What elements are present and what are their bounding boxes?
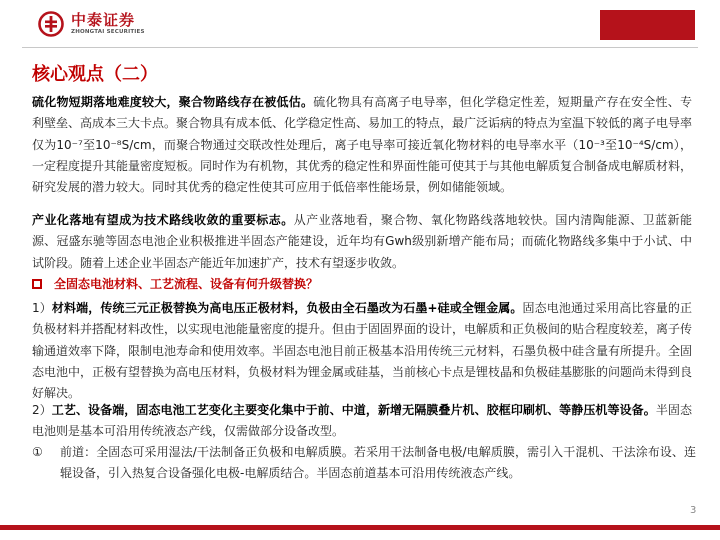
paragraph-lead: 材料端，传统三元正极替换为高电压正极材料，负极由全石墨改为石墨+硅或全锂金属。 [51, 301, 523, 315]
footer-bar [0, 525, 720, 530]
logo-mark-icon [38, 11, 64, 37]
paragraph-front-end [32, 442, 696, 485]
paragraph-lead: 产业化落地有望成为技术路线收敛的重要标志。 [32, 213, 294, 227]
paragraph-sulfide-polymer [32, 92, 692, 198]
company-logo [38, 11, 145, 37]
list-number: ① [32, 445, 43, 459]
list-prefix: 2） [32, 403, 52, 417]
square-bullet-icon [32, 279, 42, 289]
company-name-en: ZHONGTAI SECURITIES [71, 29, 145, 35]
paragraph-materials [32, 298, 692, 404]
paragraph-body: 前道：全固态可采用湿法/干法制备正负极和电解质膜。若采用干法制备电极/电解质膜，需引入干混机、干法涂布设、连辊设备，引入热复合设备强化电极-电解质结合。半固态前道基本可沿用传统液态产线。 [60, 445, 696, 481]
paragraph-body: 半固态电池则是基本可沿用传统液态产线，仅需做部分设备改型。 [32, 403, 692, 439]
header-accent-block [600, 10, 695, 40]
header-divider [22, 47, 698, 48]
header [0, 0, 720, 50]
list-prefix: 1） [32, 301, 52, 315]
page-number: 3 [690, 505, 697, 516]
paragraph-lead: 硫化物短期落地难度较大，聚合物路线存在被低估。 [32, 95, 314, 109]
company-name-cn: 中泰证券 [71, 11, 136, 29]
section-heading-text: 全固态电池材料、工艺流程、设备有何升级替换？ [54, 277, 319, 291]
paragraph-lead: 工艺、设备端，固态电池工艺变化主要变化集中于前、中道，新增无隔膜叠片机、胶框印刷机、等静压机等设备。 [51, 403, 656, 417]
section-heading [32, 275, 318, 293]
paragraph-body: 硫化物具有高离子电导率，但化学稳定性差，短期量产存在安全性、专利壁垒、高成本三大卡点。聚合物具有成本低、化学稳定性高、易加工的特点，最广泛诟病的特点为室温下较低的离子电导率仅为10⁻⁷至10⁻⁸S/cm，而聚合物通过交联改性处理后，离子电导率可接近氧化物材料的电导率水平（10⁻³至10⁻⁴S/cm），一定程度提升其能量密度短板。同时作为有机物，其优秀的稳定性和界面性能可使其于与其他电解质复合制备成电解质材料，研究发展的潜力较大。同时其优秀的稳定性使其可应用于低倍率性能场景，例如储能领域。 [32, 95, 693, 195]
page-title: 核心观点（二） [32, 64, 158, 85]
paragraph-process-equipment [32, 400, 692, 443]
paragraph-industrialization [32, 210, 692, 274]
paragraph-body: 从产业落地看，聚合物、氧化物路线落地较快。国内清陶能源、卫蓝新能源、冠盛东驰等固态电池企业积极推进半固态产能建设，近年均有Gwh级别新增产能布局；而硫化物路线多集中于小试、中试阶段。随着上述企业半固态产能近年加速扩产，技术有望逐步收敛。 [32, 213, 692, 270]
paragraph-body: 固态电池通过采用高比容量的正负极材料并搭配材料改性，以实现电池能量密度的提升。但由于固固界面的设计，电解质和正负极间的贴合程度较差，离子传输通道效率下降，限制电池寿命和使用效率。半固态电池目前正极基本沿用传统三元材料，石墨负极中硅含量有所提升。全固态电池中，正极有望替换为高电压材料，负极材料为锂金属或硅基，当前核心卡点是锂枝晶和负极硅基膨胀的问题尚未得到良好解决。 [32, 301, 693, 401]
